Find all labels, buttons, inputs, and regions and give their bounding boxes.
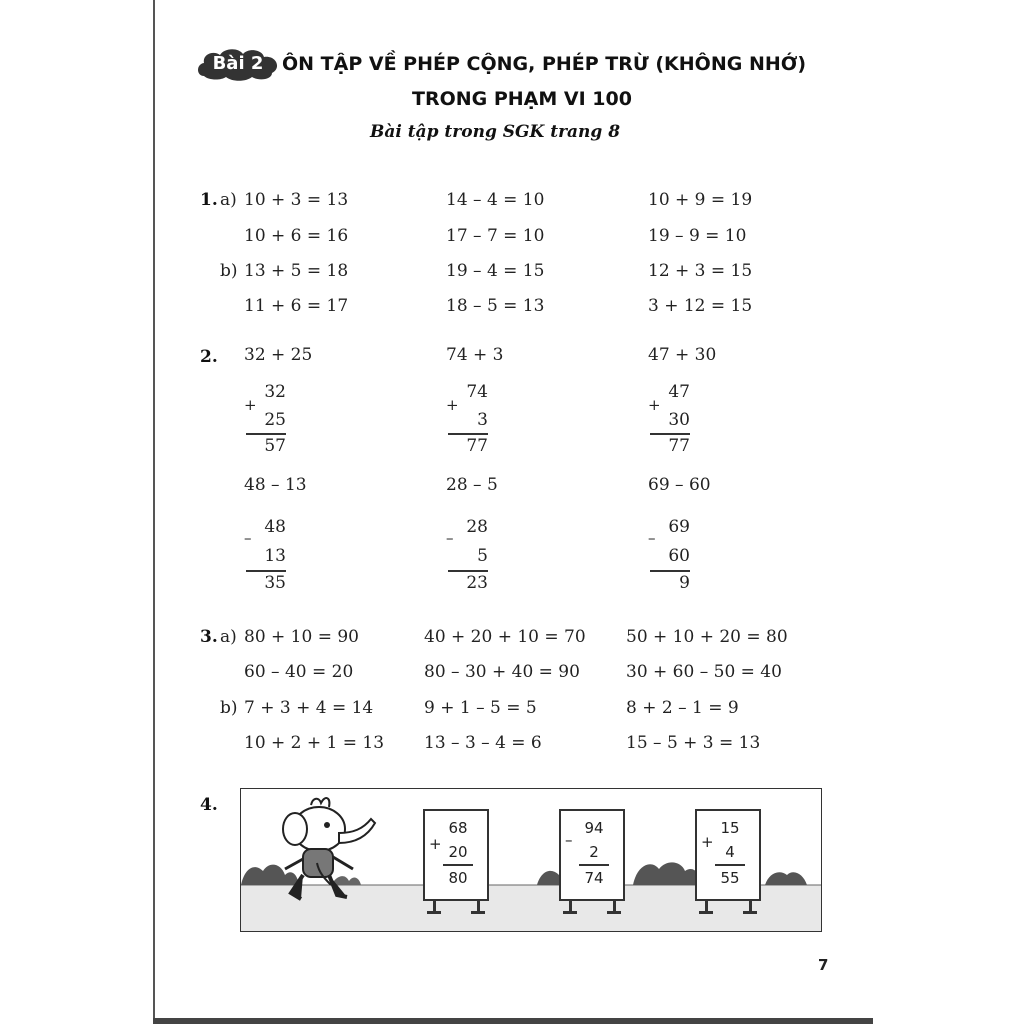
ex1-equation: 19 – 4 = 15	[446, 261, 545, 281]
ex2-prompt: 69 – 60	[648, 475, 711, 495]
exercise-3-label-b: b)	[220, 698, 238, 718]
operator-sign: +	[446, 396, 459, 414]
result-line	[650, 570, 690, 572]
ex1-equation: 19 – 9 = 10	[648, 226, 747, 246]
result: 80	[448, 869, 468, 887]
lesson-badge	[196, 46, 280, 82]
operator-sign: +	[244, 396, 257, 414]
result: 9	[679, 573, 690, 593]
exercise-1-number: 1.	[200, 190, 218, 210]
ex3-equation: 40 + 20 + 10 = 70	[424, 627, 586, 647]
result: 35	[264, 573, 286, 593]
top-operand: 28	[466, 517, 488, 537]
ex3-equation: 60 – 40 = 20	[244, 662, 354, 682]
ex3-equation: 7 + 3 + 4 = 14	[244, 698, 374, 718]
result-line	[448, 433, 488, 435]
ex2-prompt: 47 + 30	[648, 345, 717, 365]
ex1-equation: 17 – 7 = 10	[446, 226, 545, 246]
bottom-operand: 60	[668, 546, 690, 566]
result: 55	[720, 869, 740, 887]
operator-sign: –	[446, 529, 454, 547]
card-foot	[607, 911, 621, 914]
bottom-operand: 4	[725, 843, 735, 861]
ex1-equation: 3 + 12 = 15	[648, 296, 753, 316]
card-foot	[471, 911, 485, 914]
result: 74	[584, 869, 604, 887]
operator-sign: –	[244, 529, 252, 547]
card-foot	[699, 911, 713, 914]
ex1-equation: 11 + 6 = 17	[244, 296, 349, 316]
exercise-4-number: 4.	[200, 795, 218, 815]
math-card	[559, 809, 625, 901]
operator-sign: +	[648, 396, 661, 414]
result-line	[650, 433, 690, 435]
exercise-1-label-a: a)	[220, 190, 237, 210]
bottom-operand: 5	[477, 546, 488, 566]
lesson-title-line2: TRONG PHẠM VI 100	[412, 88, 632, 110]
lesson-subtitle: Bài tập trong SGK trang 8	[370, 122, 621, 142]
ex1-equation: 14 – 4 = 10	[446, 190, 545, 210]
math-card	[423, 809, 489, 901]
ex3-equation: 50 + 10 + 20 = 80	[626, 627, 788, 647]
exercise-1-label-b: b)	[220, 261, 238, 281]
exercise-3-label-a: a)	[220, 627, 237, 647]
ex1-equation: 18 – 5 = 13	[446, 296, 545, 316]
ex1-equation: 12 + 3 = 15	[648, 261, 753, 281]
lesson-badge-label: Bài 2	[212, 53, 264, 74]
ex3-equation: 9 + 1 – 5 = 5	[424, 698, 537, 718]
top-operand: 68	[448, 819, 468, 837]
column-calculation	[246, 515, 292, 595]
elephant-icon	[283, 798, 375, 899]
result-line	[246, 570, 286, 572]
ex3-equation: 80 – 30 + 40 = 90	[424, 662, 580, 682]
result: 23	[466, 573, 488, 593]
result-line	[715, 864, 745, 866]
operator-sign: –	[648, 529, 656, 547]
ex1-equation: 10 + 3 = 13	[244, 190, 349, 210]
page-number: 7	[818, 956, 829, 974]
top-operand: 15	[720, 819, 740, 837]
ex1-equation: 10 + 6 = 16	[244, 226, 349, 246]
top-operand: 94	[584, 819, 604, 837]
ex3-equation: 80 + 10 = 90	[244, 627, 359, 647]
operator-sign: +	[429, 835, 442, 853]
bottom-operand: 13	[264, 546, 286, 566]
result: 77	[668, 436, 690, 456]
ex1-equation: 13 + 5 = 18	[244, 261, 349, 281]
top-operand: 47	[668, 382, 690, 402]
top-operand: 69	[668, 517, 690, 537]
result-line	[579, 864, 609, 866]
ex3-equation: 30 + 60 – 50 = 40	[626, 662, 782, 682]
exercise-4-illustration	[240, 788, 822, 932]
column-calculation	[650, 515, 696, 595]
top-operand: 48	[264, 517, 286, 537]
result: 57	[264, 436, 286, 456]
result-line	[246, 433, 286, 435]
result-line	[448, 570, 488, 572]
column-calculation	[448, 515, 494, 595]
column-calculation	[246, 380, 292, 460]
column-calculation	[650, 380, 696, 460]
ex3-equation: 15 – 5 + 3 = 13	[626, 733, 761, 753]
top-operand: 32	[264, 382, 286, 402]
bottom-operand: 2	[589, 843, 599, 861]
ex3-equation: 8 + 2 – 1 = 9	[626, 698, 739, 718]
top-operand: 74	[466, 382, 488, 402]
exercise-2-number: 2.	[200, 347, 218, 367]
ex2-prompt: 48 – 13	[244, 475, 307, 495]
bottom-operand: 30	[668, 410, 690, 430]
page-bottom-edge	[153, 1018, 873, 1024]
result-line	[443, 864, 473, 866]
column-calculation	[448, 380, 494, 460]
ex2-prompt: 28 – 5	[446, 475, 498, 495]
bottom-operand: 25	[264, 410, 286, 430]
operator-sign: –	[565, 831, 573, 849]
ex3-equation: 10 + 2 + 1 = 13	[244, 733, 385, 753]
ex1-equation: 10 + 9 = 19	[648, 190, 753, 210]
lesson-title-line1: ÔN TẬP VỀ PHÉP CỘNG, PHÉP TRỪ (KHÔNG NHỚ)	[282, 53, 807, 75]
card-foot	[427, 911, 441, 914]
ex2-prompt: 32 + 25	[244, 345, 313, 365]
math-card	[695, 809, 761, 901]
exercise-3-number: 3.	[200, 627, 218, 647]
ex2-prompt: 74 + 3	[446, 345, 504, 365]
ex3-equation: 13 – 3 – 4 = 6	[424, 733, 542, 753]
operator-sign: +	[701, 833, 714, 851]
bottom-operand: 3	[477, 410, 488, 430]
result: 77	[466, 436, 488, 456]
card-foot	[563, 911, 577, 914]
page-left-border	[153, 0, 155, 1024]
card-foot	[743, 911, 757, 914]
bottom-operand: 20	[448, 843, 468, 861]
